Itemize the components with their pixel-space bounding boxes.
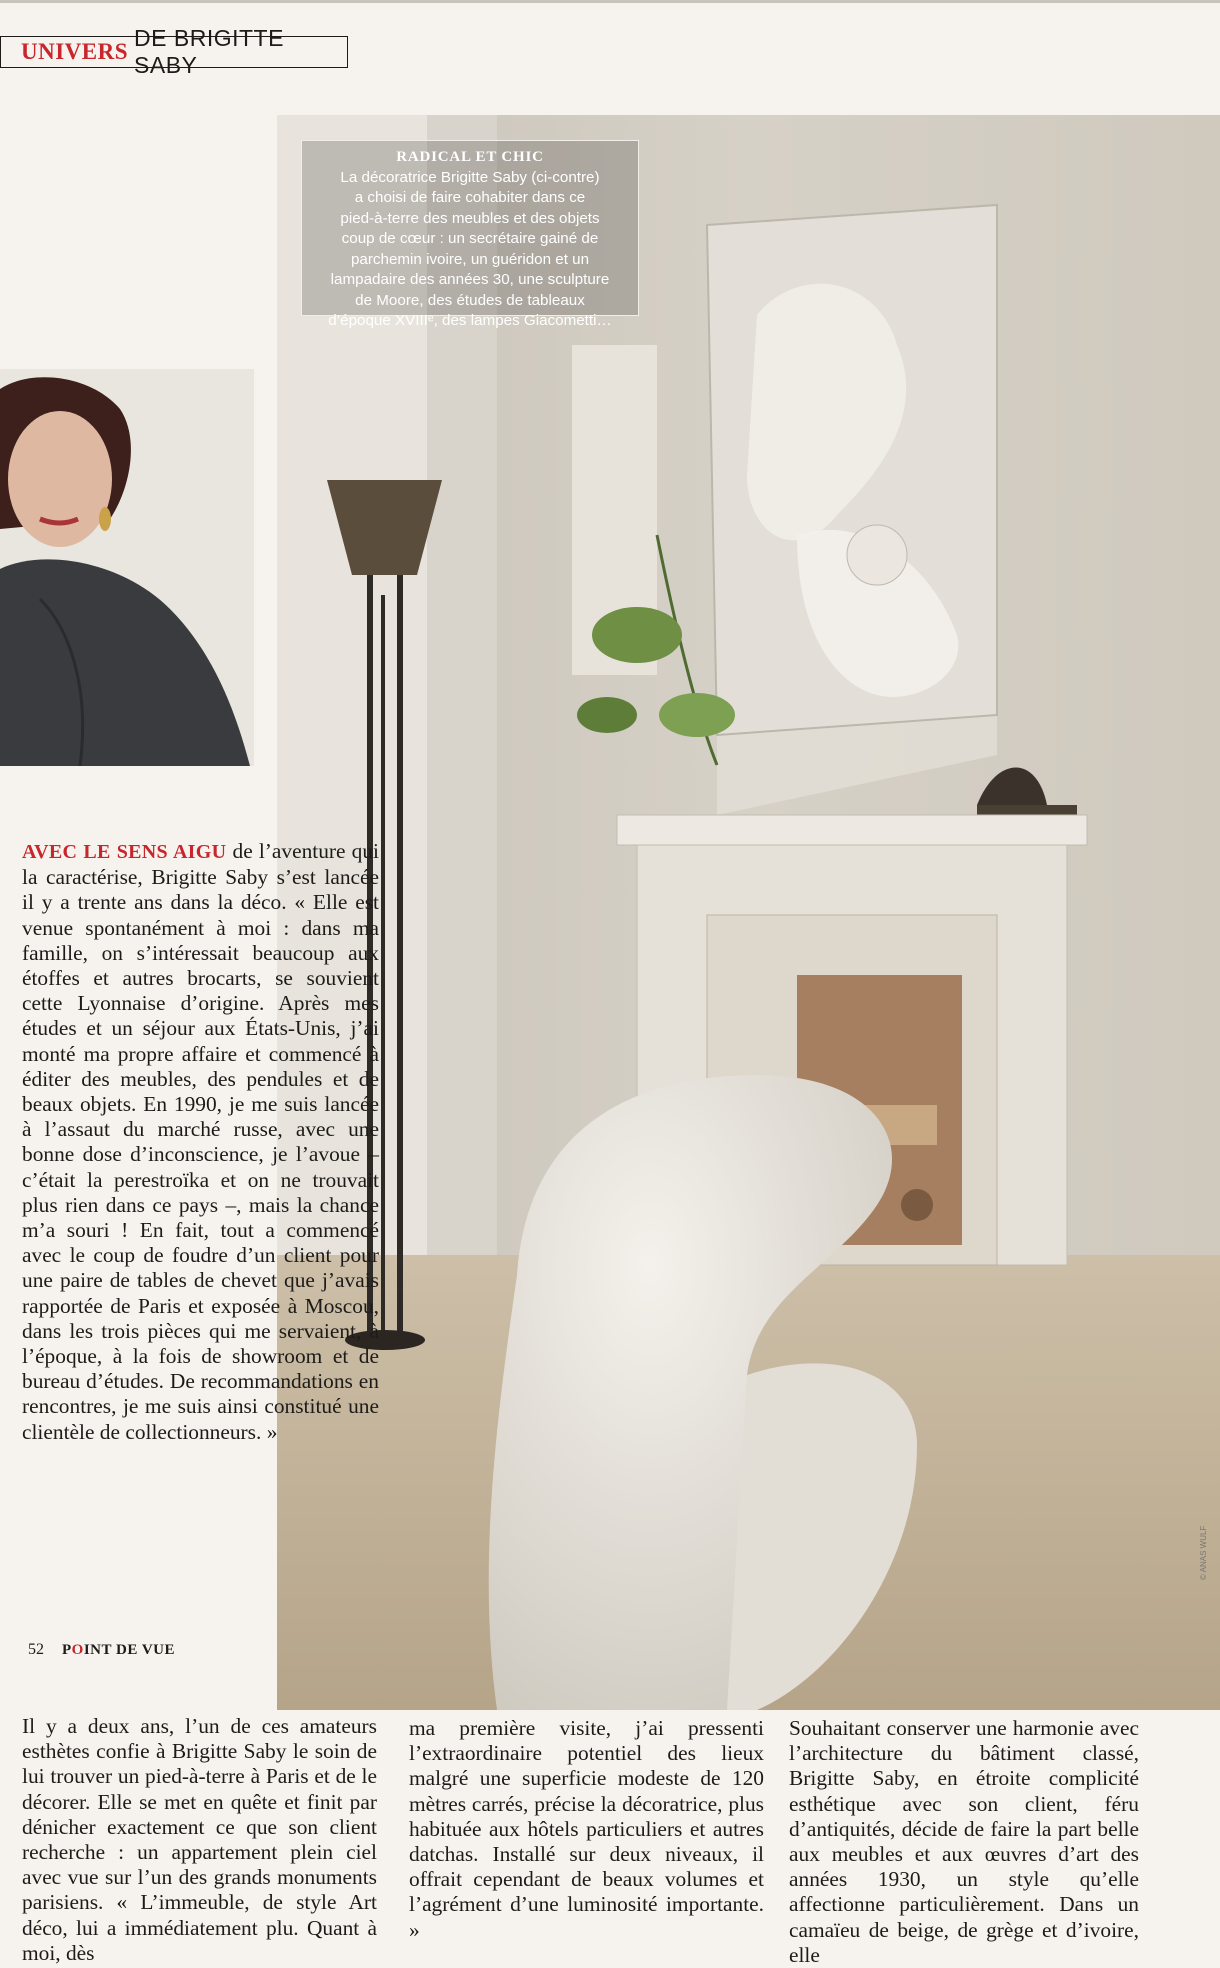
magazine-brand <box>62 1642 175 1658</box>
column-1-text: Il y a deux ans, l’un de ces amateurs esthètes confie à Brigitte Saby le soin de lui trouver un pied-à-terre à Paris et de le décorer. Elle se met en quête et finit par dénicher exactement ce que son client recherche : un appartement plein ciel avec vue sur l’un des grands monuments parisiens. « L’immeuble, de style Art déco, lui a immédiatement plu. Quant à moi, dès <box>22 1714 377 1965</box>
caption-line: pied-à-terre des meubles et des objets <box>340 209 600 227</box>
article-column-3 <box>789 1716 1139 1968</box>
brand-rest: INT DE VUE <box>83 1642 175 1658</box>
photo-credit: © ANAS WULF <box>1199 1525 1208 1580</box>
portrait-photo <box>0 369 254 766</box>
section-header <box>0 25 348 78</box>
caption-line: a choisi de faire cohabiter dans ce <box>354 189 586 206</box>
caption-line: La décoratrice Brigitte Saby (ci-contre) <box>340 168 600 186</box>
article-column-1 <box>22 1714 377 1966</box>
column-3-text: Souhaitant conserver une harmonie avec l’architecture du bâtiment classé, Brigitte Saby, en étroite complicité esthétique avec son client, féru d’antiquités, décide de faire la part belle aux meubles et aux œuvres d’art des années 1930, un style qu’elle affectionne particulièrement. Dans un camaïeu de beige, de grège et d’ivoire, elle <box>789 1716 1139 1967</box>
caption-line: coup de cœur : un secrétaire gainé de <box>341 230 599 247</box>
caption-title: RADICAL ET CHIC <box>396 149 544 165</box>
caption-line: de Moore, des études de tableaux <box>355 291 585 309</box>
section-kicker: UNIVERS <box>21 39 129 64</box>
article-intro <box>22 839 379 1445</box>
intro-paragraph <box>22 839 379 1445</box>
top-rule <box>0 0 1220 3</box>
photo-caption <box>301 140 639 329</box>
article-lead: AVEC LE SENS AIGU <box>22 841 227 863</box>
brand-letter-o: O <box>71 1642 84 1658</box>
caption-line: parchemin ivoire, un guéridon et un <box>350 250 590 268</box>
page-footer <box>28 1641 175 1659</box>
section-title: DE BRIGITTE SABY <box>134 25 284 78</box>
caption-line: lampadaire des années 30, une sculpture <box>330 271 610 288</box>
caption-line: d’époque XVIIIᵉ, des lampes Giacometti… <box>328 312 612 329</box>
article-column-2 <box>409 1716 764 1943</box>
column-2-text: ma première visite, j’ai pressenti l’extraordinaire potentiel des lieux malgré une superficie modeste de 120 mètres carrés, précise la décoratrice, plus habituée aux hôtels particuliers et autres datchas. Installé sur deux niveaux, il offrait cependant de beaux volumes et l’agrément d’une luminosité importante. » <box>409 1716 764 1942</box>
brand-letter-p: P <box>62 1642 72 1658</box>
page-number: 52 <box>28 1641 44 1658</box>
interior-photo <box>277 115 1220 1710</box>
intro-text: de l’aventure qui la caractérise, Brigitte Saby s’est lancée il y a trente ans dans la déco. « Elle est venue spontanément à moi : dans ma famille, on s’intéressait beaucoup aux étoffes et autres brocarts, se souvient cette Lyonnaise d’origine. Après mes études et un séjour aux États-Unis, j’ai monté ma propre affaire et commencé à éditer des meubles, des pendules et de beaux objets. En 1990, je me suis lancée à l’assaut du marché russe, avec une bonne dose d’inconscience, je l’avoue – c’était la perestroïka et on ne trouvait plus rien dans ce pays –, mais la chance m’a souri ! En fait, tout a commencé avec le coup de foudre d’un client pour une paire de tables de chevet que j’avais rapportée de Paris et exposée à Moscou, dans les trois pièces qui me servaient, à l’époque, à la fois de showroom et de bureau d’études. De recommandations en rencontres, je me suis ainsi constitué une clientèle de collectionneurs. » <box>22 839 379 1444</box>
